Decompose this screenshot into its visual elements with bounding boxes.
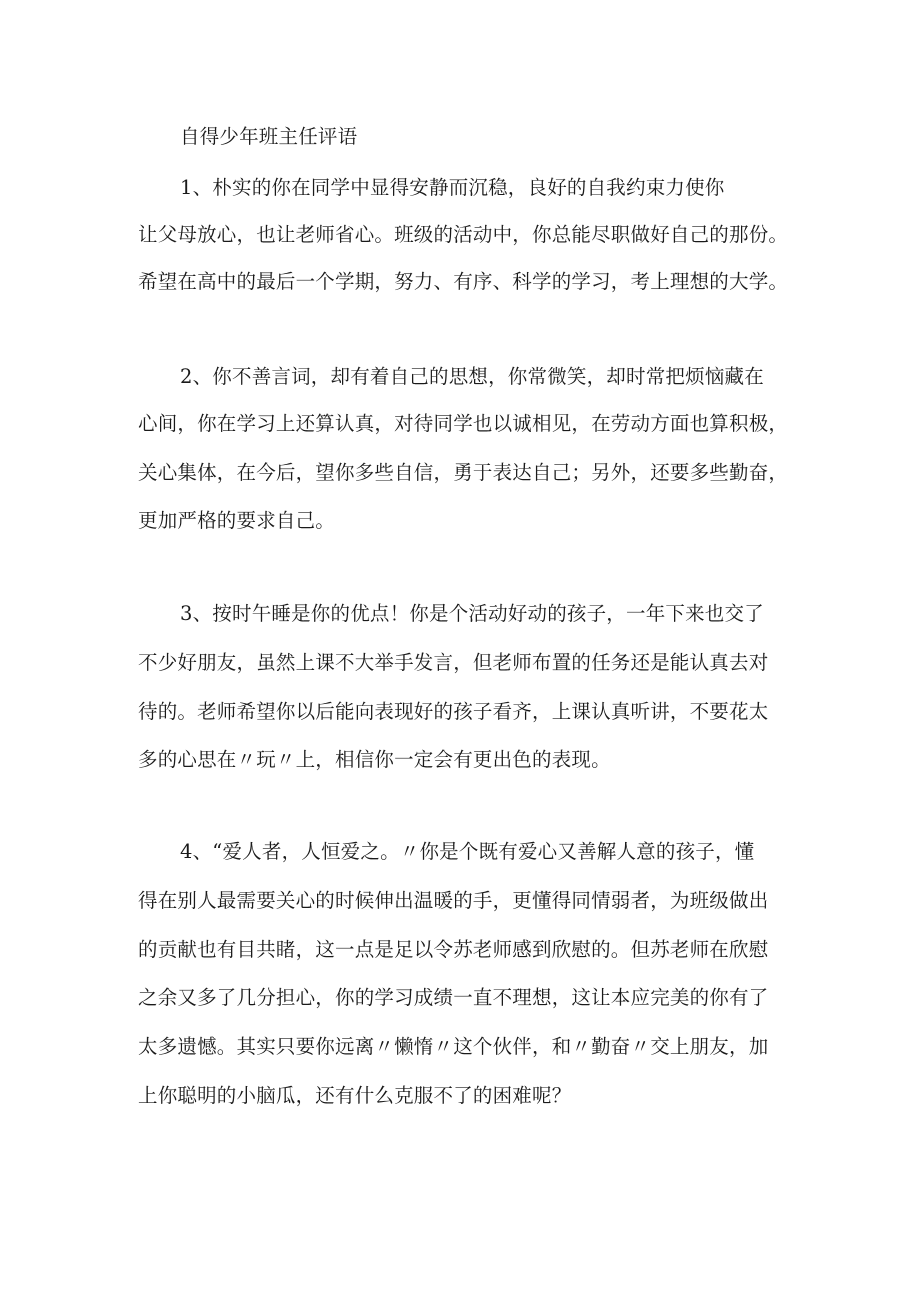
paragraph-3-line-4: 多的心思在〃玩〃上，相信你一定会有更出色的表现。 [138, 748, 611, 771]
paragraph-4-line-5: 太多遗憾。其实只要你远离〃懒惰〃这个伙伴，和〃勤奋〃交上朋友，加 [138, 1035, 769, 1058]
paragraph-3-line-1: 3、按时午睡是你的优点！你是个活动好动的孩子，一年下来也交了 [180, 602, 764, 625]
paragraph-2-line-1: 2、你不善言词，却有着自己的思想，你常微笑，却时常把烦恼藏在 [180, 365, 764, 388]
paragraph-1-line-2: 让父母放心，也让老师省心。班级的活动中，你总能尽职做好自己的那份。 [138, 223, 789, 246]
paragraph-3-line-3: 待的。老师希望你以后能向表现好的孩子看齐，上课认真听讲，不要花太 [138, 700, 769, 723]
paragraph-4-line-4: 之余又多了几分担心，你的学习成绩一直不理想，这让本应完美的你有了 [138, 986, 769, 1009]
document-title: 自得少年班主任评语 [180, 125, 358, 148]
paragraph-3-line-2: 不少好朋友，虽然上课不大举手发言，但老师布置的任务还是能认真去对 [138, 651, 769, 674]
paragraph-4-line-1: 4、“爱人者，人恒爱之。〃你是个既有爱心又善解人意的孩子，懂 [180, 840, 755, 863]
paragraph-4-line-6: 上你聪明的小脑瓜，还有什么克服不了的困难呢？ [138, 1084, 572, 1107]
paragraph-2-line-4: 更加严格的要求自己。 [138, 509, 336, 532]
paragraph-2-line-3: 关心集体，在今后，望你多些自信，勇于表达自己；另外，还要多些勤奋， [138, 461, 789, 484]
paragraph-1-line-3: 希望在高中的最后一个学期，努力、有序、科学的学习，考上理想的大学。 [138, 270, 789, 293]
paragraph-4-line-2: 得在别人最需要关心的时候伸出温暖的手，更懂得同情弱者，为班级做出 [138, 889, 769, 912]
paragraph-4-line-3: 的贡献也有目共睹，这一点是足以令苏老师感到欣慰的。但苏老师在欣慰 [138, 938, 769, 961]
paragraph-1-line-1: 1、朴实的你在同学中显得安静而沉稳，良好的自我约束力使你 [180, 176, 725, 199]
paragraph-2-line-2: 心间，你在学习上还算认真，对待同学也以诚相见，在劳动方面也算积极， [138, 412, 789, 435]
